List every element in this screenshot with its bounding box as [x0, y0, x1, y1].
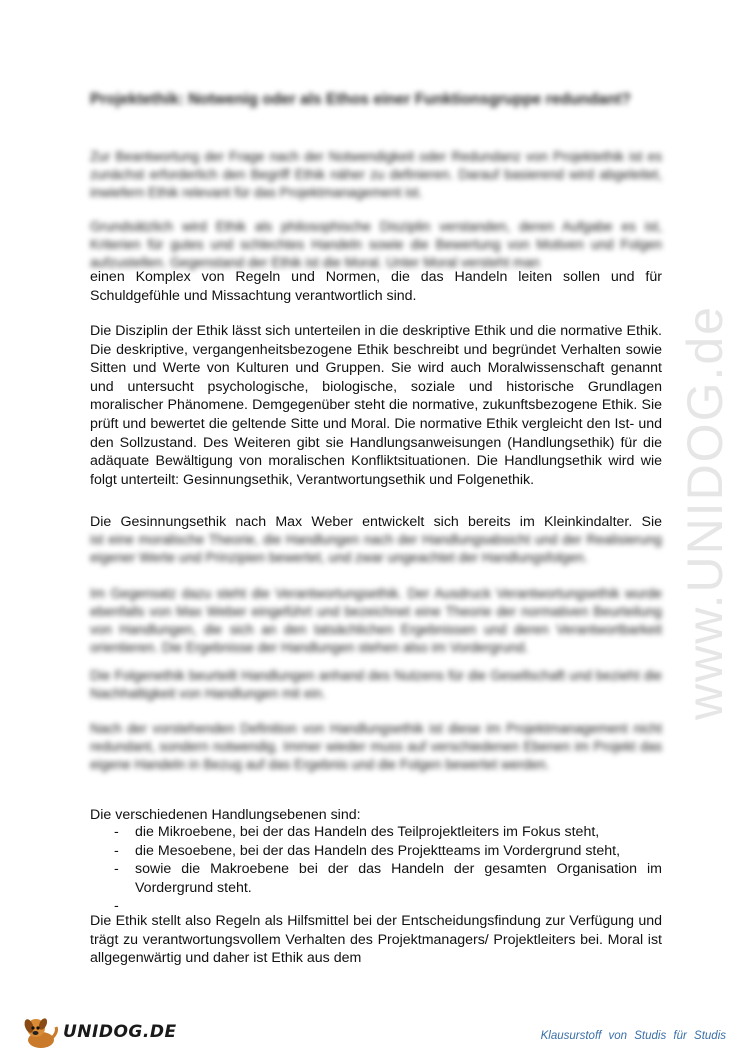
paragraph-intro: Zur Beantwortung der Frage nach der Notwendigkeit oder Redundanz von Projektethik ist es zunächst erforderlich den Begriff Ethik näher zu definieren. Darauf basierend wird abgeleitet, inwiefern Ethik relevant für das Projektmanagement ist. [90, 149, 662, 200]
watermark: www.UNIDOG.de [677, 305, 733, 720]
footer-tagline: Klausurstoff von Studis für Studis [540, 1030, 726, 1042]
list-item: - sowie die Makroebene bei der das Handeln der gesamten Organisation im Vordergrund steht. [114, 861, 662, 896]
document-title: Projektethik: Notwenig oder als Ethos einer Funktionsgruppe redundant? [90, 91, 631, 108]
paragraph-disziplin-ethik: Die Disziplin der Ethik lässt sich unterteilen in die deskriptive Ethik und die normative Ethik. Die deskriptive, vergangenheitsbezogene Ethik beschreibt und begründet Verhalten sowie Sitten und Werte von Kulturen und Gruppen. Sie wird auch Moralwissenschaft genannt und untersucht psychologische, biologische, soziale und historische Grundlagen moralischer Phänomene. Demgegenüber steht die normative, zukunftsbezogene Ethik. Sie prüft und bewertet die geltende Sitte und Moral. Die normative Ethik vergleicht den Ist- und den Sollzustand. Des Weiteren gibt sie Handlungsanweisungen (Handlungsethik) für die adäquate Bewältigung von moralischen Konfliktsituationen. Die Handlungsethik wird wie folgt unterteilt: Gesinnungsethik, Verantwortungsethik und Folgenethik. [90, 323, 662, 488]
list-item: - die Mesoebene, bei der das Handeln des Projektteams im Vordergrund steht, [114, 842, 621, 859]
paragraph-projektmanagement: Nach der vorstehenden Definition von Handlungsethik ist diese im Projektmanagement nicht redundant, sondern notwendig. Immer wieder muss auf verschiedenen Ebenen im Projekt das eigene Handeln in Bezug auf das Ergebnis und die Folgen bewertet werden. [90, 721, 662, 772]
paragraph-verantwortungsethik: Im Gegensatz dazu steht die Verantwortungsethik. Der Ausdruck Verantwortungsethik wurde ebenfalls von Max Weber eingeführt und bezeichnet eine Theorie der normativen Beurteilung von Handlungen, die sich an den tatsächlichen Ergebnissen und deren Verantwortbarkeit orientieren. Die Ergebnisse der Handlungen stehen also im Vordergrund. [90, 586, 662, 655]
logo-text: UNIDOG.DE [63, 1022, 177, 1042]
paragraph-folgenethik: Die Folgenethik beurteilt Handlungen anhand des Nutzens für die Gesellschaft und bezieht die Nachhaltigkeit von Handlungen mit ein. [90, 668, 662, 701]
paragraph-gesinnungsethik-blurred: ist eine moralische Theorie, die Handlungen nach der Handlungsabsicht und der Realisierung eigener Werte und Prinzipien bewertet, und zwar ungeachtet der Handlungsfolgen. [90, 532, 662, 565]
dog-icon [22, 1014, 60, 1050]
paragraph-gesinnungsethik: Die Gesinnungsethik nach Max Weber entwickelt sich bereits im Kleinkindalter. Sie [90, 514, 662, 530]
list-dash: - [114, 861, 119, 878]
unidog-logo[interactable] [22, 1013, 177, 1051]
list-item: - die Mikroebene, bei der das Handeln des Teilprojektleiters im Fokus steht, [114, 824, 600, 840]
paragraph-conclusion: Die Ethik stellt also Regeln als Hilfsmittel bei der Entscheidungsfindung zur Verfügung und trägt zu verantwortungsvollem Verhalten des Projektmanagers/ Projektleiters bei. Moral ist allgegenwärtig und daher ist Ethik aus dem [90, 913, 662, 967]
levels-list [90, 823, 662, 916]
list-dash: - [114, 898, 119, 915]
list-dash: - [114, 824, 119, 840]
paragraph-ethik-definition: einen Komplex von Regeln und Normen, die das Handeln leiten sollen und für Schuldgefühle und Missachtung verantwortlich sind. [90, 269, 662, 304]
list-dash: - [114, 842, 119, 859]
levels-intro: Die verschiedenen Handlungsebenen sind: [90, 807, 361, 823]
paragraph-ethik-definition-blurred: Grundsätzlich wird Ethik als philosophische Disziplin verstanden, deren Aufgabe es ist, Kriterien für gutes und schlechtes Handeln sowie die Bewertung von Motiven und Folgen aufzustellen. Gegenstand der Ethik ist die Moral. Unter Moral versteht man [90, 219, 662, 270]
